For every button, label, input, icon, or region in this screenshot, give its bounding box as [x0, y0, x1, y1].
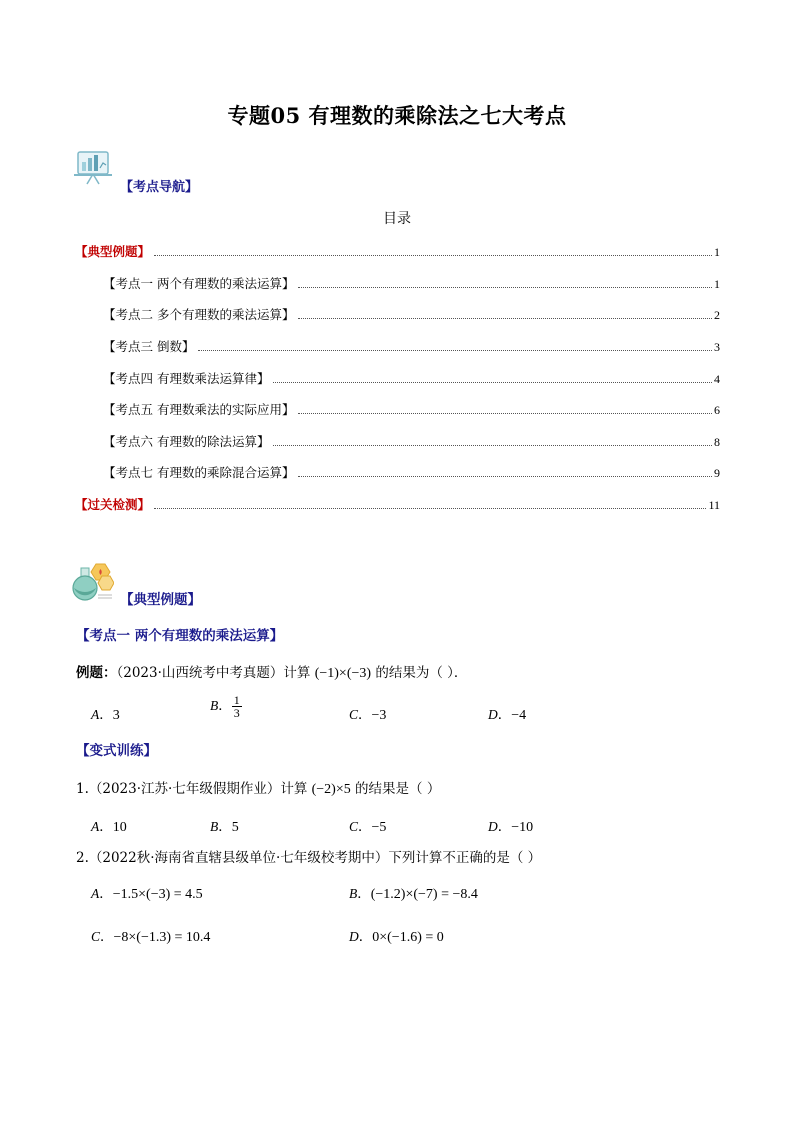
- toc-page-number: 11: [708, 498, 720, 512]
- toc-item-kaodian-2[interactable]: [103, 305, 720, 323]
- toc-leader: [298, 475, 712, 477]
- example-question: [76, 661, 467, 682]
- option-value: −8×(−1.3) = 10.4: [113, 930, 211, 945]
- question-1-suffix: 的结果是（ ）: [355, 781, 441, 797]
- toc-leader: [298, 317, 712, 319]
- toc-page-number: 8: [714, 435, 720, 449]
- example-option-d[interactable]: D．−4: [488, 707, 527, 723]
- option-letter: B: [210, 819, 219, 834]
- toc-leader: [154, 507, 706, 509]
- option-value: 10: [112, 820, 127, 835]
- option-letter: D: [488, 819, 498, 834]
- toc-item-label: 【考点四 有理数乘法运算律】: [103, 371, 270, 386]
- option-letter: A: [91, 886, 100, 901]
- presentation-board-icon: [72, 148, 114, 186]
- toc-item-kaodian-4[interactable]: [103, 369, 720, 387]
- option-value: −5: [371, 820, 387, 835]
- option-letter: A: [91, 707, 100, 722]
- option-value: −4: [511, 708, 527, 723]
- option-value: (−1.2)×(−7) = −8.4: [370, 887, 478, 902]
- q2-option-b[interactable]: B．(−1.2)×(−7) = −8.4: [349, 886, 478, 902]
- toc-item-label: 【过关检测】: [75, 497, 151, 512]
- q2-option-a[interactable]: A．−1.5×(−3) = 4.5: [91, 886, 203, 902]
- toc-title: 目录: [383, 211, 411, 227]
- toc-leader: [273, 444, 712, 446]
- option-letter: C: [349, 819, 359, 834]
- question-1-expression: (−2)×5: [311, 782, 351, 797]
- q1-option-c[interactable]: C．−5: [349, 819, 387, 835]
- example-expression: (−1)×(−3): [314, 666, 372, 681]
- q1-option-d[interactable]: D．−10: [488, 819, 534, 835]
- toc-item-label: 【典型例题】: [75, 244, 151, 259]
- toc-page-number: 2: [714, 308, 720, 322]
- toc-item-final-check[interactable]: [75, 495, 720, 513]
- option-letter: C: [349, 707, 359, 722]
- example-suffix: 的结果为（ ）．: [375, 665, 468, 681]
- question-1-text: 1.（2023·江苏·七年级假期作业）计算: [76, 781, 308, 797]
- fraction-denominator: 3: [233, 706, 240, 720]
- toc-item-kaodian-3[interactable]: [103, 337, 720, 355]
- section-heading-typical-examples: 【典型例题】: [120, 592, 201, 608]
- q1-option-b[interactable]: B．5: [210, 819, 239, 835]
- question-1: [76, 777, 440, 798]
- toc-leader: [198, 349, 712, 351]
- variant-training-heading: 【变式训练】: [76, 743, 157, 759]
- toc-page-number: 6: [714, 403, 720, 417]
- toc-item-label: 【考点二 多个有理数的乘法运算】: [103, 307, 295, 322]
- toc-item-label: 【考点七 有理数的乘除混合运算】: [103, 465, 295, 480]
- example-source: （2023·山西统考中考真题）计算: [116, 665, 311, 681]
- toc-item-typical-examples[interactable]: [75, 242, 720, 260]
- option-value: −10: [511, 820, 534, 835]
- option-fraction: [232, 694, 242, 719]
- option-letter: C: [91, 929, 101, 944]
- toc-page-number: 1: [714, 245, 720, 259]
- q2-option-d[interactable]: D．0×(−1.6) = 0: [349, 929, 444, 945]
- toc-item-kaodian-5[interactable]: [103, 400, 720, 418]
- q2-option-c[interactable]: C．−8×(−1.3) = 10.4: [91, 929, 211, 945]
- toc-leader: [273, 381, 712, 383]
- option-value: −1.5×(−3) = 4.5: [112, 887, 203, 902]
- kaodian1-heading: 【考点一 两个有理数的乘法运算】: [76, 628, 284, 644]
- option-value: −3: [371, 708, 387, 723]
- toc-leader: [154, 254, 712, 256]
- toc-item-label: 【考点三 倒数】: [103, 339, 195, 354]
- toc-page-number: 4: [714, 372, 720, 386]
- toc-item-label: 【考点一 两个有理数的乘法运算】: [103, 276, 295, 291]
- toc-item-kaodian-6[interactable]: [103, 432, 720, 450]
- toc-item-label: 【考点五 有理数乘法的实际应用】: [103, 402, 295, 417]
- option-letter: D: [349, 929, 359, 944]
- fraction-numerator: 1: [233, 693, 240, 707]
- toc-page-number: 9: [714, 466, 720, 480]
- option-value: 0×(−1.6) = 0: [372, 930, 444, 945]
- toc-leader: [298, 412, 712, 414]
- toc-item-kaodian-7[interactable]: [103, 463, 720, 481]
- nav-heading: 【考点导航】: [120, 180, 199, 195]
- example-prefix: 例题：: [76, 665, 117, 681]
- example-option-b[interactable]: B． $\frac{1}{3}$: [210, 693, 240, 720]
- toc-page-number: 1: [714, 277, 720, 291]
- toc-leader: [298, 286, 712, 288]
- option-letter: A: [91, 819, 100, 834]
- example-option-a[interactable]: A．3: [91, 707, 120, 723]
- q1-option-a[interactable]: A．10: [91, 819, 127, 835]
- toc-page-number: 3: [714, 340, 720, 354]
- option-letter: B: [210, 698, 219, 713]
- option-value: 5: [231, 820, 239, 835]
- option-value: 3: [112, 708, 120, 723]
- option-letter: B: [349, 886, 358, 901]
- page-title: 专题05 有理数的乘除法之七大考点: [227, 103, 567, 128]
- toc-item-kaodian-1[interactable]: [103, 274, 720, 292]
- flask-icon: [72, 562, 114, 602]
- toc-item-label: 【考点六 有理数的除法运算】: [103, 434, 270, 449]
- option-letter: D: [488, 707, 498, 722]
- example-option-c[interactable]: C．−3: [349, 707, 387, 723]
- question-2: 2.（2022秋·海南省直辖县级单位·七年级校考期中）下列计算不正确的是（ ）: [76, 850, 542, 866]
